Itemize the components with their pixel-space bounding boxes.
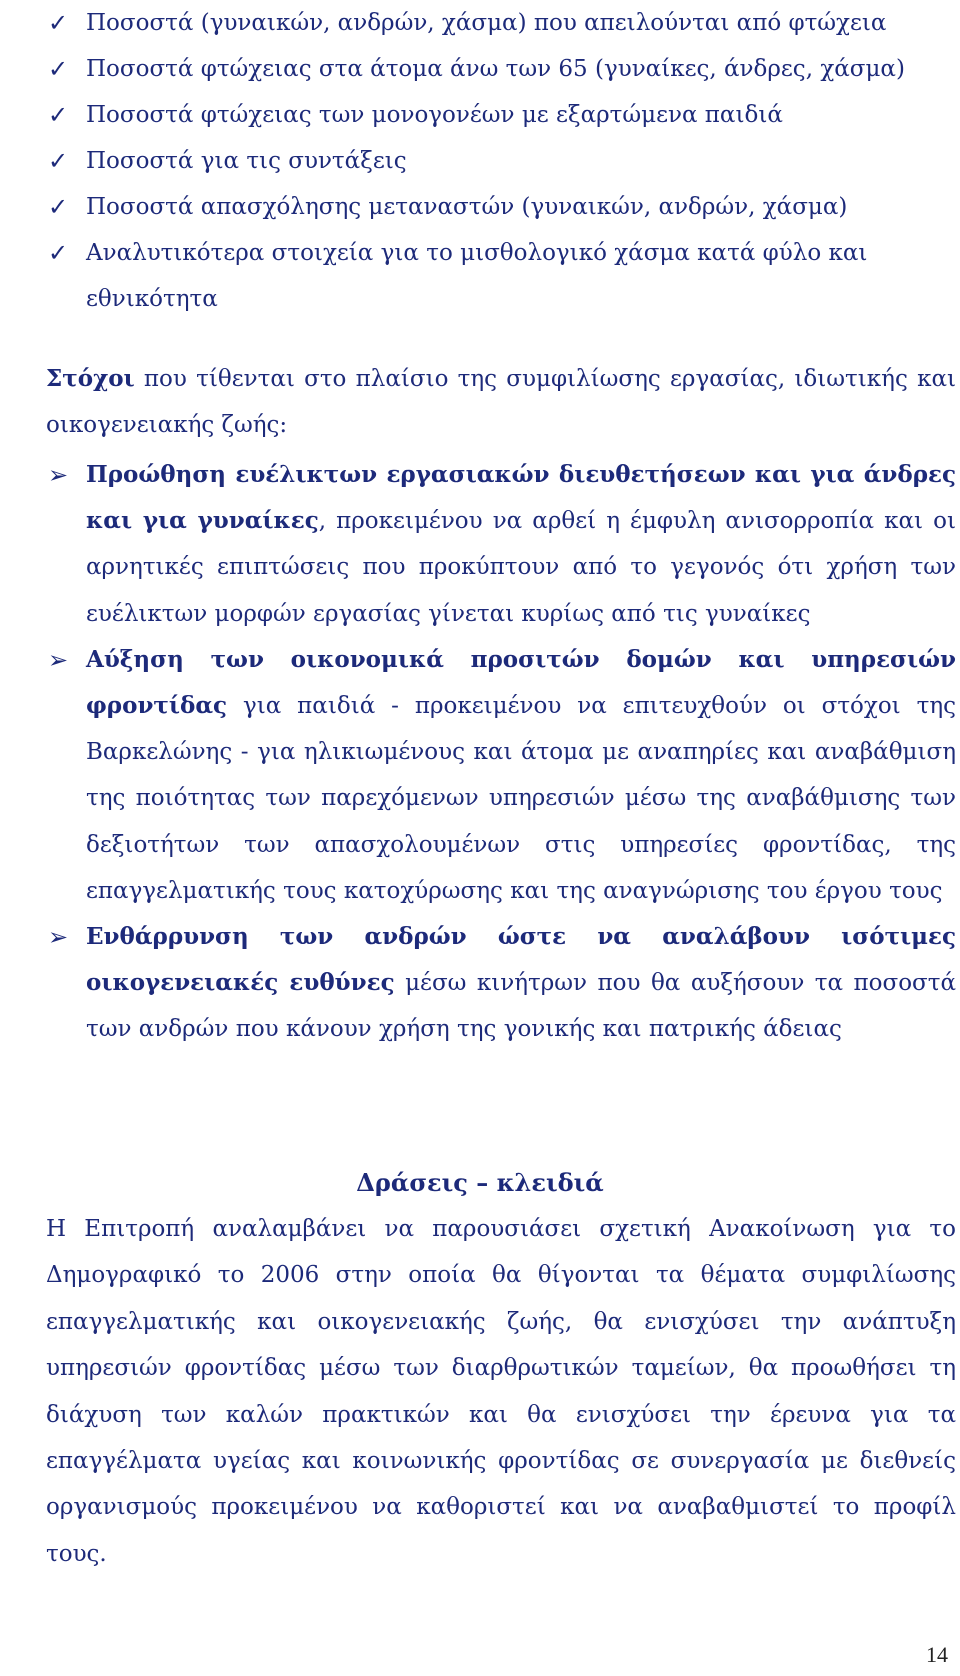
page-number: 14 <box>926 1642 948 1667</box>
goals-intro-text: που τίθενται στο πλαίσιο της συμφιλίωσης εργασίας, ιδιωτικής και οικογενειακής ζωής: <box>46 366 956 438</box>
goal-bold: Προώθηση ευέλικτων εργασιακών διευθετήσεων και για άνδρες και για γυναίκες <box>86 461 956 535</box>
check-mark-icon: ✓ <box>48 239 69 267</box>
check-mark-icon: ✓ <box>48 9 69 37</box>
checklist-item: ✓ Αναλυτικότερα στοιχεία για το μισθολογικό χάσμα κατά φύλο και εθνικότητα <box>46 230 956 322</box>
arrow-bullet-icon: ➢ <box>48 461 69 489</box>
check-mark-icon: ✓ <box>48 101 69 129</box>
goal-item <box>46 452 956 637</box>
indicator-checklist <box>46 0 956 322</box>
goal-bold: Αύξηση των οικονομικά προσιτών δομών και υπηρεσιών φροντίδας <box>86 645 956 720</box>
goal-text: , προκειμένου να αρθεί η έμφυλη ανισορροπία και οι αρνητικές επιπτώσεις που προκύπτουν από το γεγονός ότι χρήση των ευέλικτων μορφών εργασίας γίνεται κυρίως από τις γυναίκες <box>86 508 956 627</box>
checklist-item: ✓ Ποσοστά απασχόλησης μεταναστών (γυναικών, ανδρών, χάσμα) <box>46 184 956 230</box>
checklist-item: ✓ Ποσοστά για τις συντάξεις <box>46 138 956 184</box>
checklist-item: ✓ Ποσοστά φτώχειας των μονογονέων με εξαρτώμενα παιδιά <box>46 92 956 138</box>
goal-text: για παιδιά - προκειμένου να επιτευχθούν οι στόχοι της Βαρκελώνης - για ηλικιωμένους και άτομα με αναπηρίες και αναβάθμιση της ποιότητας των παρεχόμενων υπηρεσιών μέσω της αναβάθμισης των δεξιοτήτων των απασχολουμένων στις υπηρεσίες φροντίδας, της επαγγελματικής τους κατοχύρωσης και της αναγνώρισης του έργου τους <box>86 693 956 904</box>
checklist-item: ✓ Ποσοστά φτώχειας στα άτομα άνω των 65 (γυναίκες, άνδρες, χάσμα) <box>46 46 956 92</box>
goals-label: Στόχοι <box>46 365 135 392</box>
goal-text: μέσω κινήτρων που θα αυξήσουν τα ποσοστά των ανδρών που κάνουν χρήση της γονικής και πατρικής άδειας <box>86 970 957 1043</box>
check-mark-icon: ✓ <box>48 147 69 175</box>
check-mark-icon: ✓ <box>48 55 69 83</box>
goal-bold: Ενθάρρυνση των ανδρών ώστε να αναλάβουν ισότιμες οικογενειακές ευθύνες <box>86 923 956 997</box>
actions-heading: Δράσεις – κλειδιά <box>356 1168 604 1197</box>
goals-intro <box>46 356 956 448</box>
goals-list <box>46 452 956 1053</box>
arrow-bullet-icon: ➢ <box>48 923 69 952</box>
checklist-item: ✓ Ποσοστά (γυναικών, ανδρών, χάσμα) που απειλούνται από φτώχεια <box>46 0 956 46</box>
actions-paragraph: Η Επιτροπή αναλαμβάνει να παρουσιάσει σχετική Ανακοίνωση για το Δημογραφικό το 2006 στην οποία θα θίγονται τα θέματα συμφιλίωσης επαγγελματικής και οικογενειακής ζωής, θα ενισχύσει την ανάπτυξη υπηρεσιών φροντίδας μέσω των διαρθρωτικών ταμείων, θα προωθήσει τη διάχυση των καλών πρακτικών και θα ενισχύσει την έρευνα για τα επαγγέλματα υγείας και κοινωνικής φροντίδας σε συνεργασία με διεθνείς οργανισμούς προκειμένου να καθοριστεί και να αναβαθμιστεί το προφίλ τους. <box>46 1216 956 1567</box>
goal-item <box>46 637 956 914</box>
goal-item <box>46 914 956 1053</box>
check-mark-icon: ✓ <box>48 193 69 221</box>
arrow-bullet-icon: ➢ <box>48 645 69 674</box>
